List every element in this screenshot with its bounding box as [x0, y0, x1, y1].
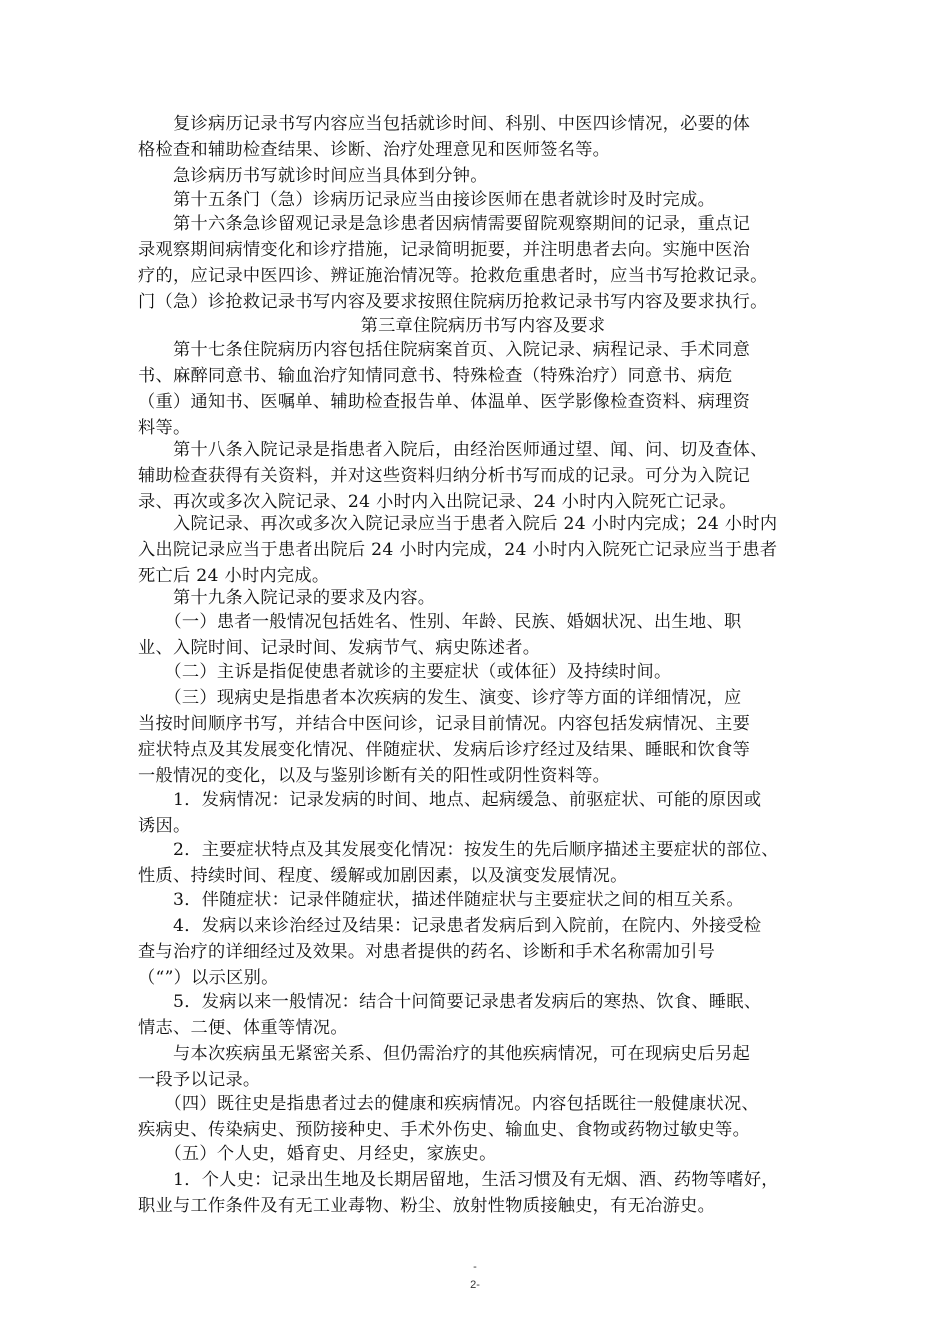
- paragraph-general-info: （一）患者一般情况包括姓名、性别、年龄、民族、婚姻状况、出生地、职 业、入院时间、记录时间、发病节气、病史陈述者。: [138, 612, 742, 658]
- paragraph-article-18: 第十八条入院记录是指患者入院后，由经治医师通过望、闻、问、切及查体、 辅助检查获得有关资料，并对这些资料归纳分析书写而成的记录。可分为入院记 录、再次或多次入院记录、24 小时内入出院记录、24 小时内入院死亡记录。: [138, 440, 768, 512]
- paragraph-admission-timing: 入院记录、再次或多次入院记录应当于患者入院后 24 小时内完成；24 小时内 入出院记录应当于患者出院后 24 小时内完成，24 小时内入院死亡记录应当于患者 死亡后 24 小时内完成。: [138, 514, 778, 586]
- list-item-accompanying-symptoms: 3．伴随症状：记录伴随症状，描述伴随症状与主要症状之间的相互关系。: [138, 890, 744, 910]
- list-item-personal-history: 1．个人史：记录出生地及长期居留地，生活习惯及有无烟、酒、药物等嗜好， 职业与工作条件及有无工业毒物、粉尘、放射性物质接触史，有无冶游史。: [138, 1170, 779, 1216]
- list-item-onset: 1．发病情况：记录发病的时间、地点、起病缓急、前驱症状、可能的原因或 诱因。: [138, 790, 762, 836]
- paragraph-emergency-time: 急诊病历书写就诊时间应当具体到分钟。: [138, 166, 488, 186]
- footer-dash: -: [473, 1261, 477, 1273]
- paragraph-chief-complaint: （二）主诉是指促使患者就诊的主要症状（或体征）及持续时间。: [138, 662, 672, 682]
- paragraph-present-illness: （三）现病史是指患者本次疾病的发生、演变、诊疗等方面的详细情况，应 当按时间顺序书写，并结合中医问诊，记录目前情况。内容包括发病情况、主要 症状特点及其发展变化情况、伴随症状、发病后诊疗经过及结果、睡眠和饮食等 一般情况的变化，以及与鉴别诊断有关的阳性或阴性资料等。: [138, 688, 751, 786]
- paragraph-article-19: 第十九条入院记录的要求及内容。: [138, 588, 436, 608]
- list-item-main-symptoms: 2．主要症状特点及其发展变化情况：按发生的先后顺序描述主要症状的部位、 性质、持续时间、程度、缓解或加剧因素，以及演变发展情况。: [138, 840, 779, 886]
- chapter-heading: 第三章住院病历书写内容及要求: [360, 316, 606, 336]
- paragraph-article-17: 第十七条住院病历内容包括住院病案首页、入院记录、病程记录、手术同意 书、麻醉同意书、输血治疗知情同意书、特殊检查（特殊治疗）同意书、病危 （重）通知书、医嘱单、辅助检查报告单、体温单、医学影像检查资料、病理资 料等。: [138, 340, 751, 438]
- paragraph-other-diseases: 与本次疾病虽无紧密关系、但仍需治疗的其他疾病情况，可在现病史后另起 一段予以记录。: [138, 1044, 751, 1090]
- paragraph-followup-record: 复诊病历记录书写内容应当包括就诊时间、科别、中医四诊情况，必要的体 格检查和辅助检查结果、诊断、治疗处理意见和医师签名等。: [138, 114, 751, 160]
- paragraph-personal-history-heading: （五）个人史，婚育史、月经史，家族史。: [138, 1144, 497, 1164]
- list-item-general-condition: 5．发病以来一般情况：结合十问简要记录患者发病后的寒热、饮食、睡眠、 情志、二便、体重等情况。: [138, 992, 762, 1038]
- paragraph-article-16: 第十六条急诊留观记录是急诊患者因病情需要留院观察期间的记录，重点记 录观察期间病情变化和诊疗措施，记录简明扼要，并注明患者去向。实施中医治 疗的，应记录中医四诊、辨证施治情况等。抢救危重患者时，应当书写抢救记录。 门（急）诊抢救记录书写内容及要求按照住院病历抢救记录书写内容及要求执行。: [138, 214, 768, 312]
- paragraph-past-history: （四）既往史是指患者过去的健康和疾病情况。内容包括既往一般健康状况、 疾病史、传染病史、预防接种史、手术外伤史、输血史、食物或药物过敏史等。: [138, 1094, 759, 1140]
- paragraph-article-15: 第十五条门（急）诊病历记录应当由接诊医师在患者就诊时及时完成。: [138, 190, 716, 210]
- list-item-treatment-history: 4．发病以来诊治经过及结果：记录患者发病后到入院前，在院内、外接受检 查与治疗的详细经过及效果。对患者提供的药名、诊断和手术名称需加引号 （“”）以示区别。: [138, 916, 762, 988]
- page-number: 2-: [470, 1279, 480, 1291]
